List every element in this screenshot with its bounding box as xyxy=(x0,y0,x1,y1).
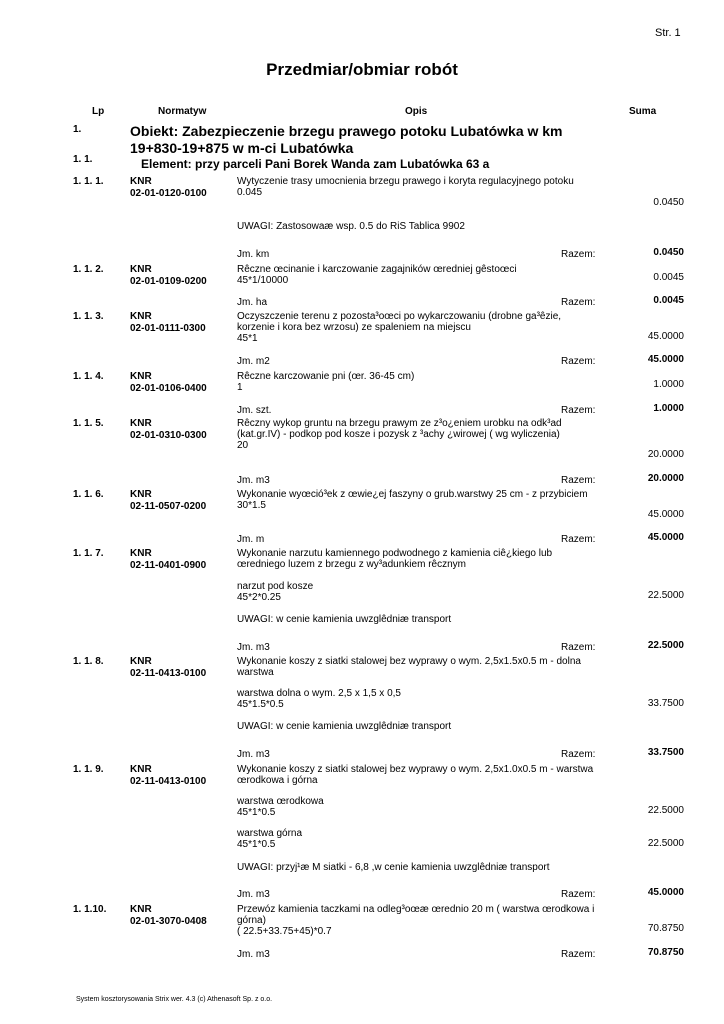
item-code: 02-11-0507-0200 xyxy=(130,501,207,512)
item-knr: KNR xyxy=(130,548,152,559)
item-description-line: 45*1/10000 xyxy=(237,275,289,286)
item-knr: KNR xyxy=(130,764,152,775)
item-razem-value: 20.0000 xyxy=(647,473,684,484)
element-title: Element: przy parceli Pani Borek Wanda zam Lubatówka 63 a xyxy=(141,157,490,171)
item-razem-value: 0.0450 xyxy=(653,247,684,258)
item-description-line: Wykonanie koszy z siatki stalowej bez wyprawy o wym. 2,5x1.0x0.5 m - warstwa xyxy=(237,764,594,775)
item-code: 02-01-0106-0400 xyxy=(130,383,207,394)
item-code: 02-11-0413-0100 xyxy=(130,776,207,787)
item-description-line: Wykonanie wyœció³ek z œwie¿ej faszyny o grub.warstwy 25 cm - z przybiciem xyxy=(237,489,588,500)
item-lp: 1. 1. 4. xyxy=(73,371,104,382)
item-razem-label: Razem: xyxy=(561,297,596,308)
item-description-line: korzenie i kora bez wrzosu) ze spaleniem na miejscu xyxy=(237,322,471,333)
item-description-line: 45*1 xyxy=(237,333,258,344)
item-description-line: Rêczny wykop gruntu na brzegu prawym ze z³o¿eniem urobku na odk³ad xyxy=(237,418,562,429)
item-razem-value: 45.0000 xyxy=(647,887,684,898)
item-value: 22.5000 xyxy=(647,590,684,601)
item-knr: KNR xyxy=(130,371,152,382)
item-value: 0.0045 xyxy=(653,272,684,283)
item-code: 02-01-0120-0100 xyxy=(130,188,207,199)
item-razem-value: 22.5000 xyxy=(647,640,684,651)
item-lp: 1. 1. 1. xyxy=(73,176,104,187)
item-description-line: Rêczne œcinanie i karczowanie zagajników œredniej gêstoœci xyxy=(237,264,517,275)
item-razem-label: Razem: xyxy=(561,749,596,760)
item-description-line: Wykonanie narzutu kamiennego podwodnego z kamienia ciê¿kiego lub xyxy=(237,548,553,559)
item-lp: 1. 1. 6. xyxy=(73,489,104,500)
item-description-line: Rêczne karczowanie pni (œr. 36-45 cm) xyxy=(237,371,415,382)
item-description-line: Przewóz kamienia taczkami na odleg³oœæ œrednio 20 m ( warstwa œrodkowa i xyxy=(237,904,595,915)
item-sub-line: 45*1.5*0.5 xyxy=(237,699,284,710)
item-code: 02-11-0413-0100 xyxy=(130,668,207,679)
item-remark: UWAGI: Zastosowaæ wsp. 0.5 do RiS Tablica 9902 xyxy=(237,221,465,232)
header-suma: Suma xyxy=(629,106,657,117)
item-lp: 1. 1. 3. xyxy=(73,311,104,322)
item-description-line: 1 xyxy=(237,382,243,393)
item-value: 45.0000 xyxy=(647,331,684,342)
item-code: 02-01-3070-0408 xyxy=(130,916,207,927)
item-description-line: œrodkowa i górna xyxy=(237,775,318,786)
footer: System kosztorysowania Strix wer. 4.3 (c) Athenasoft Sp. z o.o. xyxy=(76,996,273,1003)
item-razem-label: Razem: xyxy=(561,642,596,653)
item-description-line: Wykonanie koszy z siatki stalowej bez wyprawy o wym. 2,5x1.5x0.5 m - dolna xyxy=(237,656,581,667)
item-description-line: warstwa xyxy=(237,667,274,678)
item-lp: 1. 1. 9. xyxy=(73,764,104,775)
item-razem-label: Razem: xyxy=(561,534,596,545)
item-razem-value: 45.0000 xyxy=(647,354,684,365)
document-title: Przedmiar/obmiar robót xyxy=(266,60,458,79)
item-razem-value: 1.0000 xyxy=(653,403,684,414)
item-description-line: 20 xyxy=(237,440,249,451)
item-razem-value: 70.8750 xyxy=(647,947,684,958)
item-razem-label: Razem: xyxy=(561,889,596,900)
item-knr: KNR xyxy=(130,311,152,322)
item-knr: KNR xyxy=(130,904,152,915)
item-lp: 1. 1. 5. xyxy=(73,418,104,429)
item-sub-line: warstwa œrodkowa xyxy=(237,796,324,807)
header-opis: Opis xyxy=(405,106,428,117)
item-knr: KNR xyxy=(130,418,152,429)
item-value: 70.8750 xyxy=(647,923,684,934)
object-lp: 1. xyxy=(73,124,82,135)
item-unit: Jm. ha xyxy=(237,297,268,308)
page-number: Str. 1 xyxy=(655,27,681,39)
item-description-line: ( 22.5+33.75+45)*0.7 xyxy=(237,926,332,937)
item-knr: KNR xyxy=(130,176,152,187)
item-value: 22.5000 xyxy=(647,838,684,849)
item-razem-label: Razem: xyxy=(561,475,596,486)
item-lp: 1. 1. 8. xyxy=(73,656,104,667)
item-knr: KNR xyxy=(130,264,152,275)
item-description-line: 30*1.5 xyxy=(237,500,266,511)
item-sub-line: narzut pod kosze xyxy=(237,581,314,592)
item-value: 45.0000 xyxy=(647,509,684,520)
item-unit: Jm. m3 xyxy=(237,475,270,486)
header-normatyw: Normatyw xyxy=(158,106,207,117)
item-razem-value: 33.7500 xyxy=(647,747,684,758)
item-value: 0.0450 xyxy=(653,197,684,208)
item-unit: Jm. m xyxy=(237,534,265,545)
header-lp: Lp xyxy=(92,106,105,117)
item-code: 02-01-0109-0200 xyxy=(130,276,207,287)
item-sub-line: warstwa górna xyxy=(237,828,303,839)
item-knr: KNR xyxy=(130,489,152,500)
item-lp: 1. 1. 2. xyxy=(73,264,104,275)
item-unit: Jm. m3 xyxy=(237,749,270,760)
item-description-line: œredniego luzem z brzegu z wy³adunkiem rêcznym xyxy=(237,559,466,570)
item-description-line: Oczyszczenie terenu z pozosta³oœci po wykarczowaniu (drobne ga³êzie, xyxy=(237,311,562,322)
item-unit: Jm. szt. xyxy=(237,405,272,416)
item-unit: Jm. m2 xyxy=(237,356,270,367)
item-code: 02-11-0401-0900 xyxy=(130,560,207,571)
item-description-line: Wytyczenie trasy umocnienia brzegu prawego i koryta regulacyjnego potoku xyxy=(237,176,574,187)
element-lp: 1. 1. xyxy=(73,154,93,165)
item-description-line: 0.045 xyxy=(237,187,263,198)
item-lp: 1. 1. 7. xyxy=(73,548,104,559)
item-lp: 1. 1.10. xyxy=(73,904,107,915)
item-knr: KNR xyxy=(130,656,152,667)
object-title-line1: Obiekt: Zabezpieczenie brzegu prawego potoku Lubatówka w km xyxy=(130,123,563,139)
item-description-line: (kat.gr.IV) - podkop pod kosze i pozysk z ³achy ¿wirowej ( wg wyliczenia) xyxy=(237,429,560,440)
item-code: 02-01-0111-0300 xyxy=(130,323,206,334)
item-value: 22.5000 xyxy=(647,805,684,816)
item-unit: Jm. km xyxy=(237,249,270,260)
item-razem-label: Razem: xyxy=(561,249,596,260)
item-value: 33.7500 xyxy=(647,698,684,709)
item-remark: UWAGI: w cenie kamienia uwzglêdniæ transport xyxy=(237,614,452,625)
item-sub-line: warstwa dolna o wym. 2,5 x 1,5 x 0,5 xyxy=(237,688,401,699)
item-code: 02-01-0310-0300 xyxy=(130,430,207,441)
item-remark: UWAGI: w cenie kamienia uwzglêdniæ transport xyxy=(237,721,452,732)
item-description-line: górna) xyxy=(237,915,266,926)
item-remark: UWAGI: przyj¹æ M siatki - 6,8 ,w cenie kamienia uwzglêdniæ transport xyxy=(237,862,550,873)
item-razem-label: Razem: xyxy=(561,405,596,416)
item-sub-line: 45*2*0.25 xyxy=(237,592,281,603)
item-razem-value: 45.0000 xyxy=(647,532,684,543)
item-unit: Jm. m3 xyxy=(237,889,270,900)
item-value: 1.0000 xyxy=(653,379,684,390)
item-razem-label: Razem: xyxy=(561,356,596,367)
item-unit: Jm. m3 xyxy=(237,642,270,653)
object-title-line2: 19+830-19+875 w m-ci Lubatówka xyxy=(130,140,354,156)
item-razem-label: Razem: xyxy=(561,949,596,960)
item-razem-value: 0.0045 xyxy=(653,295,684,306)
item-sub-line: 45*1*0.5 xyxy=(237,839,276,850)
item-value: 20.0000 xyxy=(647,449,684,460)
item-unit: Jm. m3 xyxy=(237,949,270,960)
item-sub-line: 45*1*0.5 xyxy=(237,807,276,818)
